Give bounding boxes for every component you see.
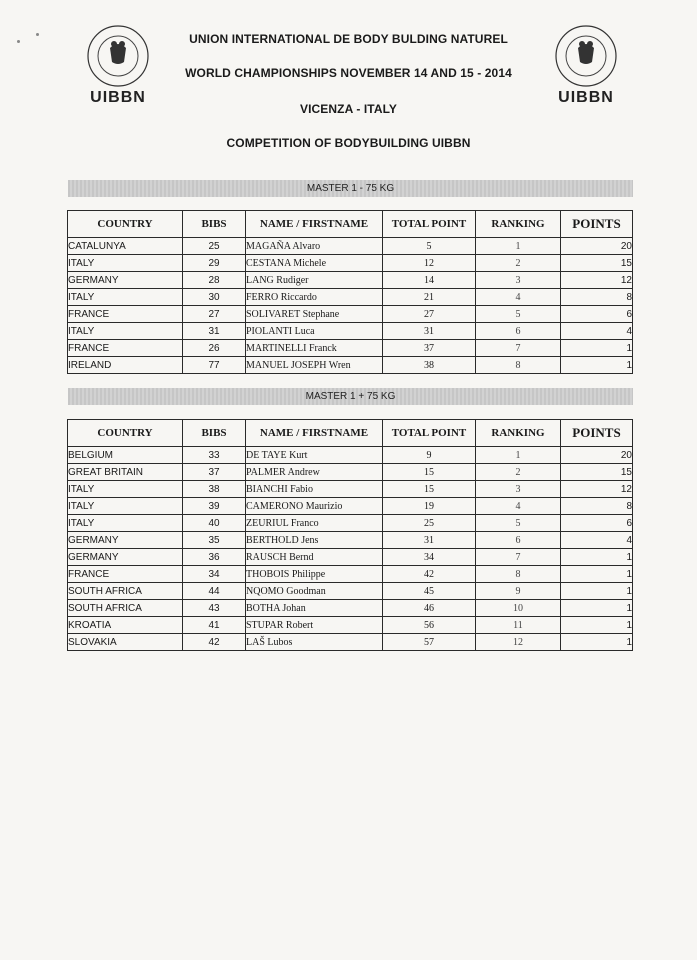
cell-ranking: 1 <box>476 238 561 255</box>
cell-total-point: 9 <box>383 447 476 464</box>
table-row <box>68 323 633 340</box>
cell-total-point: 37 <box>383 340 476 357</box>
cell-name: FERRO Riccardo <box>246 289 383 306</box>
section-banner: MASTER 1 - 75 KG <box>68 180 633 197</box>
table-row <box>68 617 633 634</box>
cell-points: 15 <box>561 255 633 272</box>
cell-total-point: 25 <box>383 515 476 532</box>
cell-ranking: 10 <box>476 600 561 617</box>
cell-name: DE TAYE Kurt <box>246 447 383 464</box>
table-row <box>68 464 633 481</box>
cell-total-point: 15 <box>383 481 476 498</box>
table-row <box>68 600 633 617</box>
cell-points: 20 <box>561 447 633 464</box>
col-header-points: POINTS <box>561 211 633 238</box>
cell-ranking: 1 <box>476 447 561 464</box>
cell-bib: 39 <box>183 498 246 515</box>
scan-speck <box>17 40 20 43</box>
cell-points: 6 <box>561 306 633 323</box>
cell-bib: 42 <box>183 634 246 651</box>
cell-name: STUPAR Robert <box>246 617 383 634</box>
col-header-total: TOTAL POINT <box>383 211 476 238</box>
cell-points: 15 <box>561 464 633 481</box>
table-row <box>68 289 633 306</box>
cell-total-point: 57 <box>383 634 476 651</box>
cell-points: 1 <box>561 634 633 651</box>
cell-points: 1 <box>561 357 633 374</box>
cell-total-point: 42 <box>383 566 476 583</box>
cell-ranking: 5 <box>476 515 561 532</box>
cell-total-point: 19 <box>383 498 476 515</box>
cell-ranking: 6 <box>476 532 561 549</box>
table-row <box>68 255 633 272</box>
cell-country: ITALY <box>68 255 183 272</box>
table-row <box>68 634 633 651</box>
cell-bib: 37 <box>183 464 246 481</box>
cell-name: LAŠ Lubos <box>246 634 383 651</box>
cell-country: GERMANY <box>68 532 183 549</box>
cell-points: 1 <box>561 583 633 600</box>
cell-bib: 29 <box>183 255 246 272</box>
cell-total-point: 31 <box>383 323 476 340</box>
cell-ranking: 8 <box>476 357 561 374</box>
event-title: WORLD CHAMPIONSHIPS NOVEMBER 14 AND 15 - 2014 <box>185 66 512 80</box>
cell-country: ITALY <box>68 498 183 515</box>
cell-ranking: 9 <box>476 583 561 600</box>
cell-country: FRANCE <box>68 566 183 583</box>
cell-total-point: 5 <box>383 238 476 255</box>
col-header-country: COUNTRY <box>68 211 183 238</box>
cell-total-point: 21 <box>383 289 476 306</box>
cell-bib: 27 <box>183 306 246 323</box>
cell-name: PALMER Andrew <box>246 464 383 481</box>
cell-country: ITALY <box>68 289 183 306</box>
cell-country: SLOVAKIA <box>68 634 183 651</box>
cell-name: THOBOIS Philippe <box>246 566 383 583</box>
results-table <box>67 419 633 651</box>
cell-points: 4 <box>561 323 633 340</box>
cell-bib: 28 <box>183 272 246 289</box>
cell-ranking: 7 <box>476 340 561 357</box>
cell-name: MARTINELLI Franck <box>246 340 383 357</box>
cell-ranking: 4 <box>476 498 561 515</box>
cell-total-point: 45 <box>383 583 476 600</box>
cell-name: RAUSCH Bernd <box>246 549 383 566</box>
col-header-points: POINTS <box>561 420 633 447</box>
cell-name: BOTHA Johan <box>246 600 383 617</box>
col-header-bibs: BIBS <box>183 420 246 447</box>
cell-name: SOLIVARET Stephane <box>246 306 383 323</box>
col-header-name: NAME / FIRSTNAME <box>246 420 383 447</box>
cell-name: LANG Rudiger <box>246 272 383 289</box>
cell-points: 12 <box>561 272 633 289</box>
cell-points: 1 <box>561 340 633 357</box>
cell-total-point: 12 <box>383 255 476 272</box>
table-header-row <box>68 420 633 447</box>
cell-total-point: 27 <box>383 306 476 323</box>
table-row <box>68 357 633 374</box>
cell-bib: 25 <box>183 238 246 255</box>
cell-country: IRELAND <box>68 357 183 374</box>
cell-total-point: 15 <box>383 464 476 481</box>
cell-ranking: 5 <box>476 306 561 323</box>
col-header-country: COUNTRY <box>68 420 183 447</box>
cell-ranking: 7 <box>476 549 561 566</box>
cell-country: ITALY <box>68 323 183 340</box>
cell-country: GREAT BRITAIN <box>68 464 183 481</box>
logo-text: UIBBN <box>90 89 146 106</box>
cell-name: BERTHOLD Jens <box>246 532 383 549</box>
cell-bib: 30 <box>183 289 246 306</box>
cell-country: KROATIA <box>68 617 183 634</box>
cell-total-point: 38 <box>383 357 476 374</box>
table-row <box>68 532 633 549</box>
table-row <box>68 515 633 532</box>
cell-country: ITALY <box>68 515 183 532</box>
cell-country: CATALUNYA <box>68 238 183 255</box>
cell-bib: 26 <box>183 340 246 357</box>
cell-name: BIANCHI Fabio <box>246 481 383 498</box>
cell-name: CAMERONO Maurizio <box>246 498 383 515</box>
cell-points: 4 <box>561 532 633 549</box>
cell-ranking: 4 <box>476 289 561 306</box>
cell-points: 12 <box>561 481 633 498</box>
cell-country: FRANCE <box>68 340 183 357</box>
cell-name: ZEURIUL Franco <box>246 515 383 532</box>
cell-ranking: 11 <box>476 617 561 634</box>
cell-bib: 44 <box>183 583 246 600</box>
cell-country: GERMANY <box>68 549 183 566</box>
federation-title: UNION INTERNATIONAL DE BODY BULDING NATUREL <box>189 32 508 46</box>
cell-ranking: 3 <box>476 481 561 498</box>
cell-name: PIOLANTI Luca <box>246 323 383 340</box>
cell-points: 6 <box>561 515 633 532</box>
cell-name: MANUEL JOSEPH Wren <box>246 357 383 374</box>
table-row <box>68 498 633 515</box>
cell-points: 8 <box>561 289 633 306</box>
cell-country: SOUTH AFRICA <box>68 600 183 617</box>
cell-ranking: 2 <box>476 464 561 481</box>
cell-total-point: 14 <box>383 272 476 289</box>
table-header-row <box>68 211 633 238</box>
col-header-bibs: BIBS <box>183 211 246 238</box>
cell-total-point: 34 <box>383 549 476 566</box>
scan-speck <box>36 33 39 36</box>
col-header-total: TOTAL POINT <box>383 420 476 447</box>
cell-bib: 33 <box>183 447 246 464</box>
cell-total-point: 46 <box>383 600 476 617</box>
cell-total-point: 31 <box>383 532 476 549</box>
col-header-ranking: RANKING <box>476 211 561 238</box>
cell-points: 1 <box>561 566 633 583</box>
cell-ranking: 8 <box>476 566 561 583</box>
table-row <box>68 566 633 583</box>
section-banner: MASTER 1 + 75 KG <box>68 388 633 405</box>
cell-bib: 38 <box>183 481 246 498</box>
cell-bib: 31 <box>183 323 246 340</box>
table-row <box>68 238 633 255</box>
results-table <box>67 210 633 374</box>
cell-country: ITALY <box>68 481 183 498</box>
event-location: VICENZA - ITALY <box>299 102 398 116</box>
table-row <box>68 549 633 566</box>
cell-bib: 40 <box>183 515 246 532</box>
cell-points: 20 <box>561 238 633 255</box>
cell-bib: 43 <box>183 600 246 617</box>
cell-ranking: 6 <box>476 323 561 340</box>
table-row <box>68 272 633 289</box>
logo-text: UIBBN <box>558 89 614 106</box>
cell-name: CESTANA Michele <box>246 255 383 272</box>
cell-bib: 35 <box>183 532 246 549</box>
cell-bib: 34 <box>183 566 246 583</box>
table-row <box>68 306 633 323</box>
cell-total-point: 56 <box>383 617 476 634</box>
cell-country: SOUTH AFRICA <box>68 583 183 600</box>
table-row <box>68 340 633 357</box>
cell-country: FRANCE <box>68 306 183 323</box>
cell-points: 1 <box>561 549 633 566</box>
cell-points: 1 <box>561 617 633 634</box>
cell-ranking: 2 <box>476 255 561 272</box>
cell-bib: 36 <box>183 549 246 566</box>
table-row <box>68 583 633 600</box>
col-header-name: NAME / FIRSTNAME <box>246 211 383 238</box>
cell-ranking: 3 <box>476 272 561 289</box>
table-row <box>68 447 633 464</box>
cell-ranking: 12 <box>476 634 561 651</box>
cell-country: GERMANY <box>68 272 183 289</box>
cell-country: BELGIUM <box>68 447 183 464</box>
col-header-ranking: RANKING <box>476 420 561 447</box>
cell-name: MAGAÑA Alvaro <box>246 238 383 255</box>
cell-points: 1 <box>561 600 633 617</box>
cell-name: NQOMO Goodman <box>246 583 383 600</box>
competition-title: COMPETITION OF BODYBUILDING UIBBN <box>226 136 471 150</box>
cell-points: 8 <box>561 498 633 515</box>
table-row <box>68 481 633 498</box>
cell-bib: 77 <box>183 357 246 374</box>
cell-bib: 41 <box>183 617 246 634</box>
